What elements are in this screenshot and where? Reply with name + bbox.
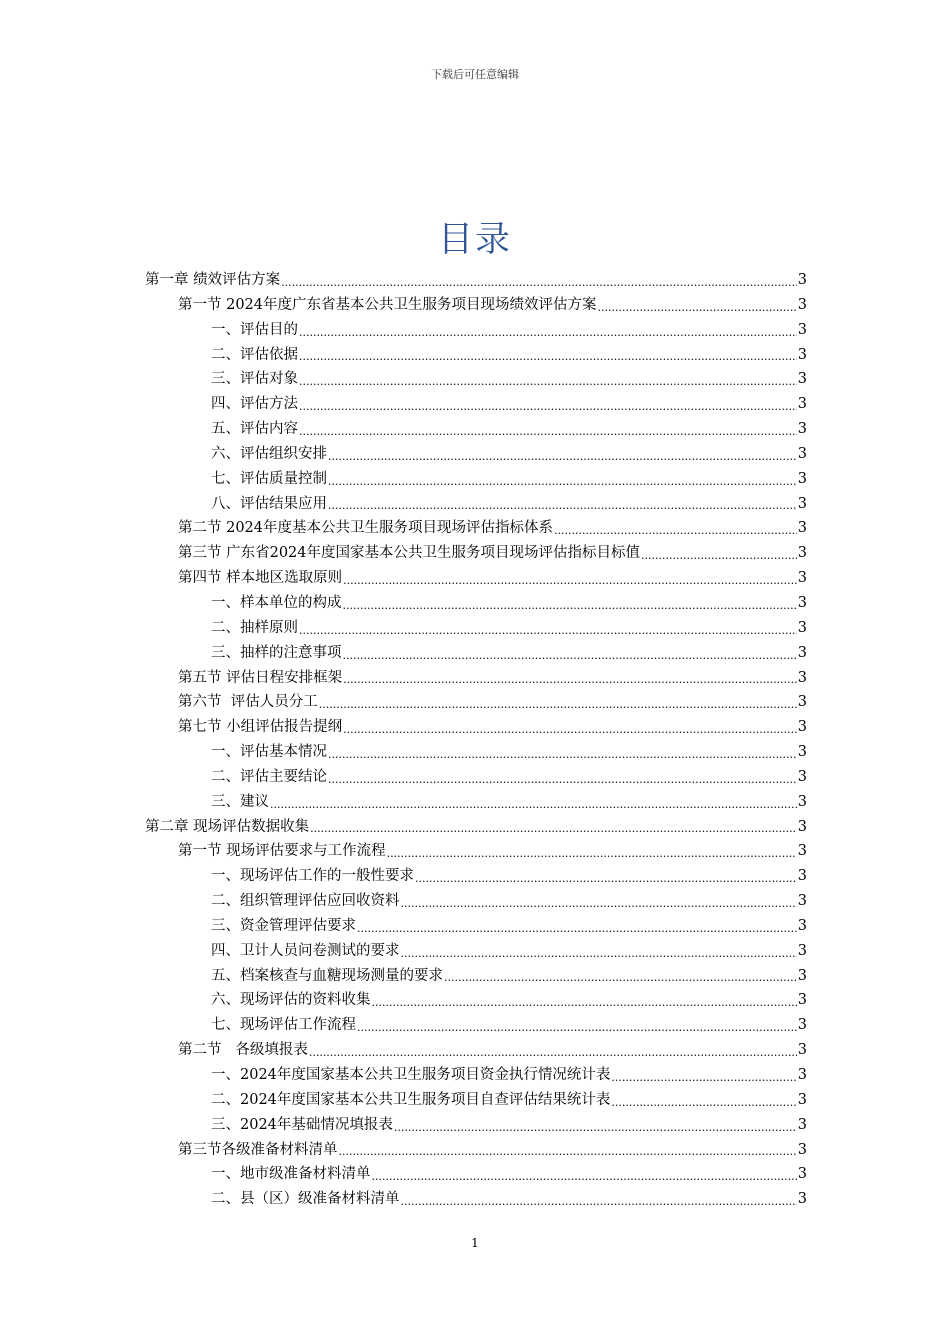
toc-entry-text: 二、2024年度国家基本公共卫生服务项目自查评估结果统计表 xyxy=(211,1091,611,1108)
toc-entry-page: 3 xyxy=(797,421,807,438)
table-of-contents xyxy=(145,268,807,1212)
toc-entry-page: 3 xyxy=(797,744,807,761)
toc-dot-leader xyxy=(339,1142,797,1162)
toc-entry[interactable] xyxy=(145,1162,807,1187)
toc-entry-text: 四、评估方法 xyxy=(211,396,298,413)
toc-entry[interactable] xyxy=(145,1013,807,1038)
toc-entry-page: 3 xyxy=(797,868,807,885)
toc-dot-leader xyxy=(309,1043,797,1063)
toc-entry[interactable] xyxy=(145,889,807,914)
toc-entry[interactable] xyxy=(145,318,807,343)
toc-entry-text: 一、地市级准备材料清单 xyxy=(211,1166,371,1183)
toc-entry[interactable] xyxy=(145,864,807,889)
toc-entry-page: 3 xyxy=(797,793,807,810)
toc-dot-leader xyxy=(299,621,797,641)
toc-entry-text: 六、评估组织安排 xyxy=(211,445,327,462)
toc-entry[interactable] xyxy=(145,815,807,840)
toc-entry-text: 第三节 广东省2024年度国家基本公共卫生服务项目现场评估指标目标值 xyxy=(178,545,641,562)
toc-entry-text: 三、评估对象 xyxy=(211,371,298,388)
toc-entry-text: 第二节 2024年度基本公共卫生服务项目现场评估指标体系 xyxy=(178,520,554,537)
toc-entry-page: 3 xyxy=(797,669,807,686)
toc-entry[interactable] xyxy=(145,740,807,765)
toc-dot-leader xyxy=(343,670,797,690)
toc-dot-leader xyxy=(299,397,797,417)
toc-dot-leader xyxy=(357,919,797,939)
toc-entry-page: 3 xyxy=(797,1091,807,1108)
toc-dot-leader xyxy=(328,447,797,467)
toc-entry[interactable] xyxy=(145,790,807,815)
toc-entry[interactable] xyxy=(145,666,807,691)
toc-entry-page: 3 xyxy=(797,942,807,959)
toc-entry-text: 一、评估基本情况 xyxy=(211,744,327,761)
toc-entry[interactable] xyxy=(145,1187,807,1212)
toc-entry-page: 3 xyxy=(797,445,807,462)
toc-entry[interactable] xyxy=(145,467,807,492)
toc-entry[interactable] xyxy=(145,367,807,392)
toc-entry-page: 3 xyxy=(797,1166,807,1183)
toc-entry[interactable] xyxy=(145,939,807,964)
toc-entry[interactable] xyxy=(145,1088,807,1113)
toc-dot-leader xyxy=(394,1118,797,1138)
toc-entry-page: 3 xyxy=(797,346,807,363)
toc-entry-text: 五、档案核查与血糖现场测量的要求 xyxy=(211,967,443,984)
toc-entry[interactable] xyxy=(145,293,807,318)
toc-entry-page: 3 xyxy=(797,272,807,288)
toc-entry-text: 第七节 小组评估报告提纲 xyxy=(178,719,343,736)
toc-entry-page: 3 xyxy=(797,1191,807,1208)
toc-dot-leader xyxy=(444,968,797,988)
toc-entry-text: 七、现场评估工作流程 xyxy=(211,1017,356,1034)
toc-entry[interactable] xyxy=(145,1113,807,1138)
toc-entry-text: 第二节 各级填报表 xyxy=(178,1042,308,1059)
toc-entry-text: 第五节 评估日程安排框架 xyxy=(178,669,343,686)
toc-entry-text: 二、评估依据 xyxy=(211,346,298,363)
toc-entry-text: 四、卫计人员问卷测试的要求 xyxy=(211,942,400,959)
toc-entry[interactable] xyxy=(145,268,807,293)
toc-entry[interactable] xyxy=(145,343,807,368)
toc-entry[interactable] xyxy=(145,1063,807,1088)
toc-entry[interactable] xyxy=(145,690,807,715)
toc-dot-leader xyxy=(641,546,797,566)
toc-entry[interactable] xyxy=(145,839,807,864)
toc-entry-text: 一、样本单位的构成 xyxy=(211,594,342,611)
toc-dot-leader xyxy=(299,422,797,442)
toc-entry-page: 3 xyxy=(797,570,807,587)
toc-entry[interactable] xyxy=(145,566,807,591)
toc-entry-text: 二、县（区）级准备材料清单 xyxy=(211,1191,400,1208)
toc-entry[interactable] xyxy=(145,541,807,566)
toc-dot-leader xyxy=(554,521,797,541)
toc-entry-page: 3 xyxy=(797,967,807,984)
toc-dot-leader xyxy=(299,372,797,392)
toc-entry-text: 三、2024年基础情况填报表 xyxy=(211,1116,393,1133)
toc-entry[interactable] xyxy=(145,964,807,989)
toc-entry[interactable] xyxy=(145,616,807,641)
toc-entry-text: 第三节各级准备材料清单 xyxy=(178,1141,338,1158)
toc-entry-page: 3 xyxy=(797,619,807,636)
toc-dot-leader xyxy=(328,496,797,516)
page-number: 1 xyxy=(471,1236,479,1250)
toc-entry[interactable] xyxy=(145,1138,807,1163)
toc-entry-text: 三、建议 xyxy=(211,793,269,810)
toc-entry-text: 第四节 样本地区选取原则 xyxy=(178,570,343,587)
toc-entry-page: 3 xyxy=(797,818,807,835)
toc-dot-leader xyxy=(401,1192,797,1212)
toc-entry-page: 3 xyxy=(797,495,807,512)
toc-dot-leader xyxy=(598,298,797,318)
toc-entry-page: 3 xyxy=(797,768,807,785)
toc-entry[interactable] xyxy=(145,442,807,467)
toc-entry-text: 八、评估结果应用 xyxy=(211,495,327,512)
toc-entry-text: 七、评估质量控制 xyxy=(211,470,327,487)
toc-entry-text: 一、现场评估工作的一般性要求 xyxy=(211,868,414,885)
toc-entry-page: 3 xyxy=(797,545,807,562)
toc-dot-leader xyxy=(328,745,797,765)
toc-dot-leader xyxy=(387,844,797,864)
toc-entry-text: 第一节 2024年度广东省基本公共卫生服务项目现场绩效评估方案 xyxy=(178,296,597,313)
toc-entry-page: 3 xyxy=(797,843,807,860)
toc-dot-leader xyxy=(611,1093,796,1113)
toc-entry-text: 二、组织管理评估应回收资料 xyxy=(211,893,400,910)
toc-dot-leader xyxy=(372,1167,797,1187)
toc-dot-leader xyxy=(310,819,797,839)
toc-dot-leader xyxy=(372,993,797,1013)
toc-entry-text: 三、抽样的注意事项 xyxy=(211,644,342,661)
toc-entry-text: 第二章 现场评估数据收集 xyxy=(145,818,310,835)
toc-entry-text: 六、现场评估的资料收集 xyxy=(211,992,371,1009)
toc-entry-page: 3 xyxy=(797,1141,807,1158)
toc-title: 目录 xyxy=(437,220,512,260)
toc-entry-page: 3 xyxy=(797,321,807,338)
toc-entry-text: 二、抽样原则 xyxy=(211,619,298,636)
toc-dot-leader xyxy=(299,323,797,343)
toc-entry-text: 三、资金管理评估要求 xyxy=(211,917,356,934)
toc-dot-leader xyxy=(328,472,797,492)
toc-dot-leader xyxy=(401,894,797,914)
toc-entry[interactable] xyxy=(145,914,807,939)
toc-dot-leader xyxy=(328,770,797,790)
toc-entry-page: 3 xyxy=(797,1116,807,1133)
toc-dot-leader xyxy=(611,1068,796,1088)
toc-entry[interactable] xyxy=(145,591,807,616)
toc-entry-page: 3 xyxy=(797,296,807,313)
toc-dot-leader xyxy=(343,646,797,666)
toc-dot-leader xyxy=(415,869,797,889)
toc-entry[interactable] xyxy=(145,1038,807,1063)
toc-entry-page: 3 xyxy=(797,520,807,537)
toc-entry-page: 3 xyxy=(797,1067,807,1083)
toc-entry[interactable] xyxy=(145,392,807,417)
toc-entry-page: 3 xyxy=(797,371,807,388)
toc-dot-leader xyxy=(357,1018,797,1038)
toc-entry[interactable] xyxy=(145,988,807,1013)
toc-dot-leader xyxy=(343,720,797,740)
toc-dot-leader xyxy=(343,596,797,616)
toc-entry[interactable] xyxy=(145,417,807,442)
toc-entry-text: 一、2024年度国家基本公共卫生服务项目资金执行情况统计表 xyxy=(211,1067,611,1083)
toc-entry[interactable] xyxy=(145,715,807,740)
toc-entry-page: 3 xyxy=(797,992,807,1009)
toc-dot-leader xyxy=(299,347,797,367)
toc-entry-page: 3 xyxy=(797,893,807,910)
toc-entry[interactable] xyxy=(145,641,807,666)
toc-entry[interactable] xyxy=(145,765,807,790)
toc-entry-text: 二、评估主要结论 xyxy=(211,768,327,785)
toc-entry-text: 第一章 绩效评估方案 xyxy=(145,272,281,288)
toc-entry-page: 3 xyxy=(797,1042,807,1059)
toc-entry-page: 3 xyxy=(797,917,807,934)
toc-entry[interactable] xyxy=(145,492,807,517)
toc-entry-page: 3 xyxy=(797,470,807,487)
toc-entry-text: 第一节 现场评估要求与工作流程 xyxy=(178,843,386,860)
toc-entry-text: 五、评估内容 xyxy=(211,421,298,438)
toc-entry-page: 3 xyxy=(797,694,807,711)
toc-entry-page: 3 xyxy=(797,719,807,736)
toc-entry-page: 3 xyxy=(797,594,807,611)
toc-dot-leader xyxy=(270,795,797,815)
toc-dot-leader xyxy=(281,273,797,293)
toc-entry-text: 第六节 评估人员分工 xyxy=(178,694,318,711)
toc-entry-page: 3 xyxy=(797,396,807,413)
toc-entry-page: 3 xyxy=(797,644,807,661)
toc-entry-page: 3 xyxy=(797,1017,807,1034)
toc-dot-leader xyxy=(343,571,797,591)
toc-entry[interactable] xyxy=(145,516,807,541)
toc-dot-leader xyxy=(319,695,797,715)
toc-dot-leader xyxy=(401,944,797,964)
toc-entry-text: 一、评估目的 xyxy=(211,321,298,338)
page-header: 下载后可任意编辑 xyxy=(431,68,519,81)
